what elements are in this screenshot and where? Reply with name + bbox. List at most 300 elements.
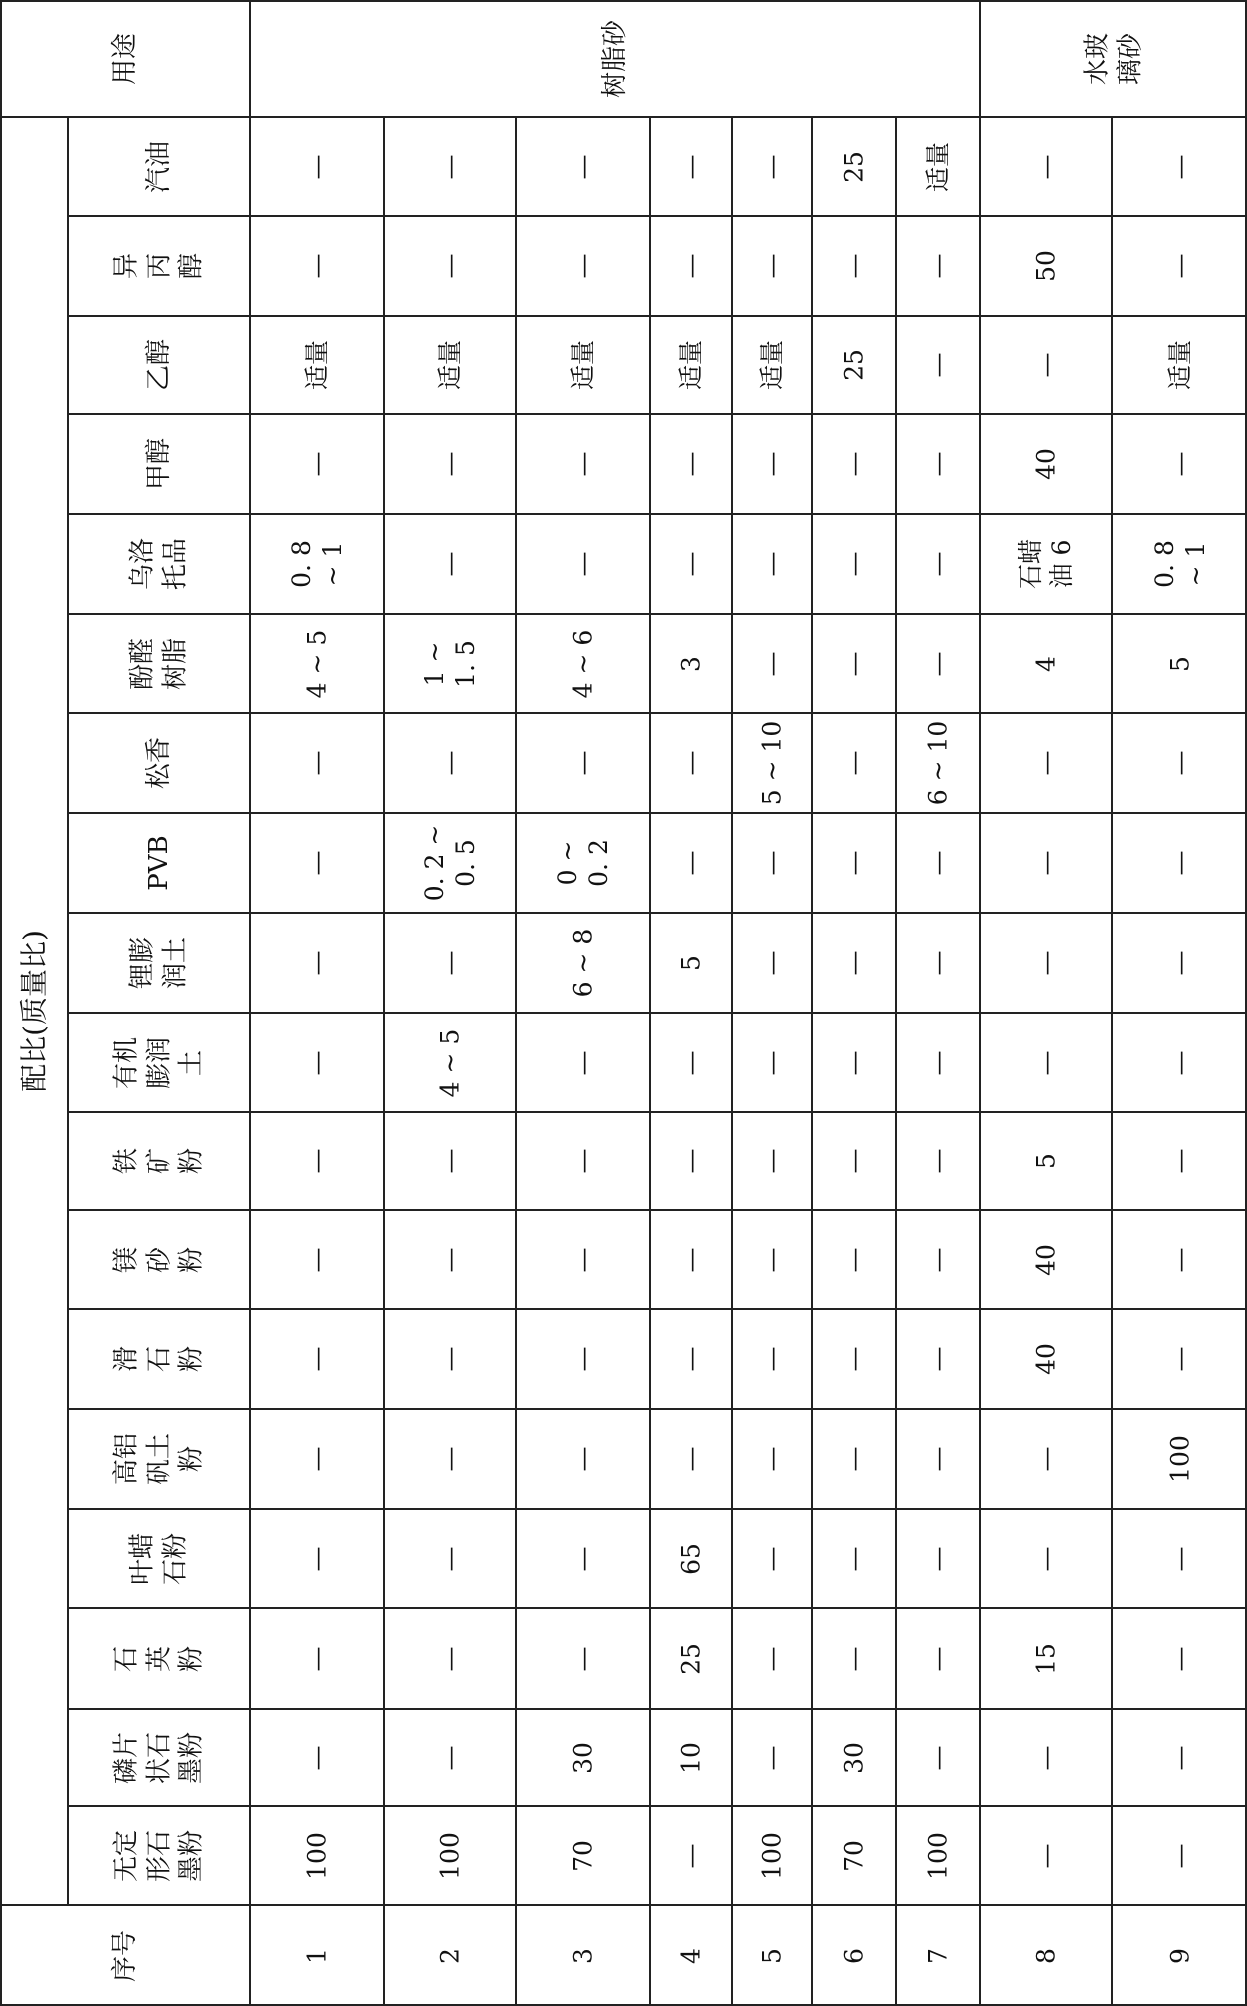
table-cell-text: — bbox=[923, 850, 953, 876]
table-cell bbox=[516, 813, 650, 913]
table-cell bbox=[384, 1210, 516, 1309]
table-cell bbox=[896, 316, 980, 414]
column-header bbox=[68, 514, 250, 614]
seq-cell-text: 8 bbox=[1031, 1947, 1061, 1964]
use-header bbox=[0, 0, 250, 117]
table-cell-text: 适量 bbox=[923, 141, 953, 192]
table-cell bbox=[812, 414, 896, 514]
table-cell-text: — bbox=[1164, 1050, 1194, 1075]
table-cell-text: — bbox=[1164, 154, 1194, 179]
table-cell-text: — bbox=[302, 1148, 332, 1174]
table-cell-text: — bbox=[435, 451, 465, 477]
table-cell-text: — bbox=[923, 1346, 953, 1372]
seq-header-text: 序号 bbox=[109, 1929, 140, 1982]
table-cell-text: — bbox=[1164, 1546, 1194, 1571]
table-cell-text: — bbox=[1031, 1446, 1061, 1472]
table-cell bbox=[250, 614, 384, 713]
seq-cell bbox=[650, 1905, 732, 2006]
seq-cell-text: 6 bbox=[839, 1947, 869, 1964]
table-cell-text: — bbox=[839, 1148, 869, 1174]
use-cell-text: 树脂砂 bbox=[599, 19, 630, 98]
table-cell bbox=[1112, 1409, 1247, 1509]
column-header-text: 石 英 粉 bbox=[111, 1645, 207, 1672]
column-header-text: 锂膨 润土 bbox=[127, 936, 190, 990]
table-cell-text: — bbox=[568, 750, 598, 776]
table-cell bbox=[980, 614, 1112, 713]
table-cell-text: — bbox=[757, 1346, 787, 1372]
table-cell-text: 5 ~ 10 bbox=[757, 720, 787, 806]
table-cell bbox=[1112, 1210, 1247, 1309]
table-cell-text: 6 ~ 10 bbox=[923, 720, 953, 806]
table-cell bbox=[732, 913, 812, 1013]
column-header bbox=[68, 614, 250, 713]
table-cell bbox=[896, 514, 980, 614]
table-cell-text: 0 ~ 0. 2 bbox=[552, 839, 613, 887]
seq-cell-text: 5 bbox=[757, 1947, 787, 1964]
table-cell bbox=[516, 1013, 650, 1112]
ratio-header bbox=[0, 117, 68, 1905]
column-header bbox=[68, 1409, 250, 1509]
table-cell bbox=[980, 514, 1112, 614]
table-cell-text: — bbox=[568, 1646, 598, 1671]
table-cell bbox=[384, 1709, 516, 1806]
table-cell-text: — bbox=[923, 1050, 953, 1075]
table-cell-text: — bbox=[302, 451, 332, 477]
table-cell-text: — bbox=[302, 1546, 332, 1571]
table-cell-text: — bbox=[568, 1148, 598, 1174]
column-header bbox=[68, 1509, 250, 1608]
table-cell bbox=[384, 514, 516, 614]
table-cell bbox=[516, 117, 650, 216]
column-header bbox=[68, 713, 250, 813]
table-cell bbox=[896, 216, 980, 316]
table-cell bbox=[1112, 913, 1247, 1013]
table-cell bbox=[516, 713, 650, 813]
table-cell bbox=[812, 913, 896, 1013]
table-cell-text: — bbox=[1164, 451, 1194, 477]
table-cell-text: 5 bbox=[1031, 1153, 1061, 1169]
table-cell bbox=[896, 1509, 980, 1608]
ratio-header-text: 配比(质量比) bbox=[17, 930, 51, 1092]
table-cell bbox=[812, 117, 896, 216]
column-header-text: 松香 bbox=[143, 736, 174, 790]
table-cell bbox=[250, 813, 384, 913]
table-cell-text: — bbox=[839, 451, 869, 477]
table-cell-text: — bbox=[676, 451, 706, 477]
table-cell bbox=[384, 913, 516, 1013]
table-cell-text: 4 ~ 5 bbox=[302, 629, 332, 698]
seq-cell bbox=[812, 1905, 896, 2006]
table-cell bbox=[384, 1112, 516, 1210]
table-cell-text: — bbox=[302, 1247, 332, 1272]
column-header-text: 叶蜡 石粉 bbox=[127, 1532, 190, 1585]
column-header-text: 无定 形石 墨粉 bbox=[111, 1829, 207, 1882]
table-cell-text: — bbox=[1164, 1646, 1194, 1671]
table-cell-text: — bbox=[302, 1346, 332, 1372]
table-cell bbox=[384, 1013, 516, 1112]
table-cell-text: — bbox=[923, 1446, 953, 1472]
table-cell bbox=[1112, 1013, 1247, 1112]
table-cell-text: — bbox=[435, 253, 465, 279]
table-cell-text: — bbox=[435, 1247, 465, 1272]
table-cell bbox=[250, 414, 384, 514]
table-cell-text: — bbox=[923, 651, 953, 676]
table-cell-text: — bbox=[568, 154, 598, 179]
table-cell bbox=[384, 614, 516, 713]
table-cell-text: 100 bbox=[435, 1831, 465, 1880]
table-cell bbox=[250, 713, 384, 813]
table-cell-text: — bbox=[839, 1247, 869, 1272]
table-cell-text: — bbox=[568, 451, 598, 477]
table-cell bbox=[250, 1806, 384, 1905]
table-cell-text: — bbox=[435, 1148, 465, 1174]
column-header bbox=[68, 1210, 250, 1309]
seq-cell bbox=[516, 1905, 650, 2006]
table-cell-text: — bbox=[676, 750, 706, 776]
table-cell bbox=[384, 813, 516, 913]
table-cell bbox=[1112, 117, 1247, 216]
table-cell-text: — bbox=[757, 1247, 787, 1272]
table-cell bbox=[732, 713, 812, 813]
table-cell-text: — bbox=[1031, 1745, 1061, 1770]
table-cell-text: — bbox=[1164, 1346, 1194, 1372]
column-header-text: PVB bbox=[143, 835, 174, 891]
table-cell bbox=[896, 117, 980, 216]
table-cell bbox=[812, 1409, 896, 1509]
table-cell-text: — bbox=[923, 1546, 953, 1571]
table-cell bbox=[896, 813, 980, 913]
seq-cell-text: 1 bbox=[302, 1947, 332, 1964]
table-cell bbox=[250, 1509, 384, 1608]
table-cell bbox=[732, 1709, 812, 1806]
table-cell-text: — bbox=[1164, 950, 1194, 976]
table-cell-text: — bbox=[568, 1050, 598, 1075]
table-cell bbox=[812, 813, 896, 913]
table-cell bbox=[516, 1309, 650, 1409]
table-cell-text: — bbox=[839, 950, 869, 976]
table-cell-text: 石蜡 油 6 bbox=[1015, 538, 1076, 590]
table-cell bbox=[516, 514, 650, 614]
column-header-text: 汽油 bbox=[143, 140, 174, 193]
table-cell bbox=[516, 1709, 650, 1806]
table-cell bbox=[732, 1013, 812, 1112]
table-cell bbox=[384, 1409, 516, 1509]
table-cell-text: — bbox=[839, 850, 869, 876]
table-cell bbox=[516, 1608, 650, 1709]
table-cell bbox=[980, 1112, 1112, 1210]
table-cell-text: 适量 bbox=[435, 339, 465, 391]
table-cell-text: 100 bbox=[923, 1831, 953, 1880]
table-cell-text: 65 bbox=[676, 1542, 706, 1575]
table-cell bbox=[980, 1806, 1112, 1905]
table-cell-text: — bbox=[1031, 1050, 1061, 1075]
table-cell-text: — bbox=[1164, 1148, 1194, 1174]
table-cell-text: — bbox=[435, 750, 465, 776]
table-cell bbox=[650, 913, 732, 1013]
table-cell bbox=[384, 216, 516, 316]
table-cell bbox=[896, 1608, 980, 1709]
table-cell-text: — bbox=[757, 950, 787, 976]
table-cell bbox=[1112, 1309, 1247, 1409]
table-cell bbox=[812, 614, 896, 713]
table-cell bbox=[732, 1112, 812, 1210]
table-cell-text: — bbox=[923, 1247, 953, 1272]
table-cell bbox=[896, 1309, 980, 1409]
seq-cell-text: 7 bbox=[923, 1947, 953, 1964]
table-cell bbox=[980, 117, 1112, 216]
table-cell-text: 100 bbox=[757, 1831, 787, 1880]
table-cell-text: — bbox=[1164, 1745, 1194, 1770]
column-header bbox=[68, 117, 250, 216]
table-cell-text: — bbox=[302, 950, 332, 976]
table-cell-text: — bbox=[1031, 950, 1061, 976]
table-cell bbox=[732, 117, 812, 216]
table-cell bbox=[896, 1806, 980, 1905]
table-cell-text: — bbox=[923, 1148, 953, 1174]
table-cell-text: — bbox=[1031, 750, 1061, 776]
table-cell bbox=[650, 1806, 732, 1905]
column-header-text: 高铝 矾土 粉 bbox=[111, 1432, 207, 1486]
table-cell bbox=[812, 1709, 896, 1806]
table-cell bbox=[812, 713, 896, 813]
table-cell-text: — bbox=[757, 1646, 787, 1671]
table-cell-text: — bbox=[839, 1446, 869, 1472]
table-cell bbox=[650, 414, 732, 514]
table-cell bbox=[980, 813, 1112, 913]
column-header-text: 乙醇 bbox=[143, 338, 174, 392]
table-cell bbox=[250, 1112, 384, 1210]
table-cell bbox=[650, 117, 732, 216]
table-cell bbox=[1112, 1608, 1247, 1709]
table-cell-text: 10 bbox=[676, 1741, 706, 1774]
seq-cell bbox=[732, 1905, 812, 2006]
table-cell-text: 70 bbox=[568, 1839, 598, 1872]
column-header-text: 乌洛 托品 bbox=[127, 537, 190, 591]
table-cell-text: — bbox=[676, 1247, 706, 1272]
table-cell bbox=[732, 1509, 812, 1608]
table-cell-text: 40 bbox=[1031, 1343, 1061, 1375]
table-cell-text: — bbox=[839, 1646, 869, 1671]
table-cell-text: — bbox=[568, 1446, 598, 1472]
table-cell-text: — bbox=[568, 253, 598, 279]
table-cell-text: — bbox=[435, 950, 465, 976]
table-cell-text: 25 bbox=[839, 150, 869, 183]
table-cell-text: — bbox=[1164, 1843, 1194, 1868]
table-cell-text: — bbox=[676, 850, 706, 876]
table-cell-text: 30 bbox=[839, 1741, 869, 1774]
table-cell bbox=[896, 1409, 980, 1509]
column-header bbox=[68, 414, 250, 514]
table-cell bbox=[650, 813, 732, 913]
table-cell bbox=[1112, 1806, 1247, 1905]
table-cell-text: — bbox=[839, 253, 869, 279]
table-cell bbox=[250, 913, 384, 1013]
table-cell bbox=[650, 1709, 732, 1806]
table-cell-text: 适量 bbox=[676, 339, 706, 391]
table-cell-text: — bbox=[923, 1745, 953, 1770]
table-cell bbox=[516, 316, 650, 414]
table-cell bbox=[250, 1409, 384, 1509]
table-cell bbox=[1112, 1509, 1247, 1608]
table-cell-text: — bbox=[1031, 1843, 1061, 1868]
table-cell bbox=[896, 614, 980, 713]
table-cell-text: — bbox=[568, 1247, 598, 1272]
table-cell-text: — bbox=[757, 1446, 787, 1472]
table-cell bbox=[732, 1309, 812, 1409]
seq-cell bbox=[896, 1905, 980, 2006]
table-cell bbox=[650, 1309, 732, 1409]
table-cell-text: — bbox=[676, 1843, 706, 1868]
table-cell bbox=[650, 1409, 732, 1509]
table-cell bbox=[650, 1509, 732, 1608]
table-cell bbox=[896, 414, 980, 514]
table-cell bbox=[980, 1709, 1112, 1806]
table-cell bbox=[732, 414, 812, 514]
table-cell-text: — bbox=[302, 253, 332, 279]
table-cell bbox=[812, 514, 896, 614]
table-cell bbox=[516, 216, 650, 316]
seq-cell bbox=[250, 1905, 384, 2006]
table-cell bbox=[250, 1210, 384, 1309]
table-cell bbox=[896, 1210, 980, 1309]
table-cell-text: — bbox=[676, 551, 706, 577]
column-header bbox=[68, 1709, 250, 1806]
table-cell bbox=[732, 1806, 812, 1905]
table-cell-text: — bbox=[757, 451, 787, 477]
table-cell-text: — bbox=[839, 1346, 869, 1372]
table-cell-text: 40 bbox=[1031, 1243, 1061, 1276]
table-cell-text: — bbox=[302, 750, 332, 776]
table-cell-text: — bbox=[757, 1546, 787, 1571]
table-cell bbox=[250, 1608, 384, 1709]
table-cell bbox=[1112, 514, 1247, 614]
column-header bbox=[68, 1608, 250, 1709]
column-header bbox=[68, 216, 250, 316]
table-cell bbox=[384, 1509, 516, 1608]
column-header bbox=[68, 1013, 250, 1112]
use-cell bbox=[250, 0, 980, 117]
seq-header bbox=[0, 1905, 250, 2006]
table-cell bbox=[516, 1409, 650, 1509]
column-header-text: 镁 砂 粉 bbox=[111, 1246, 207, 1273]
table-cell-text: — bbox=[435, 1546, 465, 1571]
column-header-text: 甲醇 bbox=[143, 437, 174, 491]
table-cell bbox=[980, 913, 1112, 1013]
table-cell bbox=[980, 414, 1112, 514]
table-cell bbox=[980, 1608, 1112, 1709]
table-cell bbox=[732, 614, 812, 713]
table-cell bbox=[732, 1608, 812, 1709]
table-cell bbox=[732, 216, 812, 316]
table-cell bbox=[384, 1309, 516, 1409]
table-cell bbox=[650, 614, 732, 713]
table-cell-text: — bbox=[839, 1546, 869, 1571]
table-cell bbox=[896, 1013, 980, 1112]
table-cell bbox=[384, 1806, 516, 1905]
table-cell bbox=[812, 1112, 896, 1210]
table-cell bbox=[1112, 1709, 1247, 1806]
table-cell-text: — bbox=[839, 1050, 869, 1075]
table-cell bbox=[980, 713, 1112, 813]
table-cell-text: 0. 8 ~ 1 bbox=[286, 540, 347, 588]
table-cell-text: — bbox=[1164, 850, 1194, 876]
table-cell bbox=[732, 1210, 812, 1309]
table-cell-text: — bbox=[757, 1148, 787, 1174]
table-cell bbox=[812, 216, 896, 316]
table-cell-text: — bbox=[1031, 850, 1061, 876]
table-cell bbox=[650, 1013, 732, 1112]
column-header bbox=[68, 1112, 250, 1210]
table-cell bbox=[384, 117, 516, 216]
table-cell-text: — bbox=[568, 1546, 598, 1571]
table-cell-text: — bbox=[435, 154, 465, 179]
table-cell bbox=[250, 316, 384, 414]
table-cell-text: — bbox=[923, 1646, 953, 1671]
table-cell-text: 25 bbox=[839, 349, 869, 381]
table-cell-text: — bbox=[923, 950, 953, 976]
table-cell-text: — bbox=[568, 551, 598, 577]
table-cell-text: — bbox=[1164, 750, 1194, 776]
table-cell-text: — bbox=[839, 651, 869, 676]
table-cell-text: — bbox=[435, 1346, 465, 1372]
table-cell-text: — bbox=[757, 154, 787, 179]
table-cell bbox=[732, 316, 812, 414]
table-cell bbox=[812, 1309, 896, 1409]
table-cell-text: — bbox=[923, 352, 953, 378]
seq-cell-text: 4 bbox=[676, 1947, 706, 1964]
table-cell-text: 4 ~ 6 bbox=[568, 629, 598, 698]
table-cell-text: — bbox=[757, 1745, 787, 1770]
table-cell-text: 4 bbox=[1031, 655, 1061, 672]
table-cell-text: 3 bbox=[676, 655, 706, 672]
table-cell-text: — bbox=[1031, 1546, 1061, 1571]
table-cell-text: — bbox=[757, 850, 787, 876]
table-cell-text: 适量 bbox=[757, 339, 787, 391]
table-cell-text: 25 bbox=[676, 1642, 706, 1675]
table-cell-text: 15 bbox=[1031, 1642, 1061, 1675]
table-cell bbox=[812, 1210, 896, 1309]
table-cell-text: — bbox=[435, 551, 465, 577]
table-cell-text: — bbox=[676, 253, 706, 279]
use-header-text: 用途 bbox=[109, 32, 140, 85]
table-cell bbox=[812, 1509, 896, 1608]
table-cell-text: — bbox=[676, 154, 706, 179]
table-cell bbox=[812, 316, 896, 414]
table-cell-text: 100 bbox=[302, 1831, 332, 1880]
table-cell bbox=[650, 1608, 732, 1709]
table-cell bbox=[384, 713, 516, 813]
column-header-text: 有机 膨润 土 bbox=[111, 1036, 207, 1089]
table-cell bbox=[650, 514, 732, 614]
table-cell bbox=[250, 1709, 384, 1806]
table-cell bbox=[516, 1509, 650, 1608]
table-cell-text: — bbox=[1031, 352, 1061, 378]
table-cell bbox=[896, 713, 980, 813]
seq-cell bbox=[384, 1905, 516, 2006]
table-cell bbox=[896, 1709, 980, 1806]
table-cell bbox=[250, 117, 384, 216]
table-cell bbox=[516, 1806, 650, 1905]
table-cell-text: — bbox=[568, 1346, 598, 1372]
column-header bbox=[68, 1806, 250, 1905]
table-cell bbox=[1112, 1112, 1247, 1210]
table-cell bbox=[650, 316, 732, 414]
column-header-text: 酚醛 树脂 bbox=[127, 637, 190, 690]
table-cell-text: — bbox=[435, 1745, 465, 1770]
table-cell-text: — bbox=[302, 1446, 332, 1472]
table-cell-text: — bbox=[839, 551, 869, 577]
table-cell-text: 50 bbox=[1031, 250, 1061, 282]
